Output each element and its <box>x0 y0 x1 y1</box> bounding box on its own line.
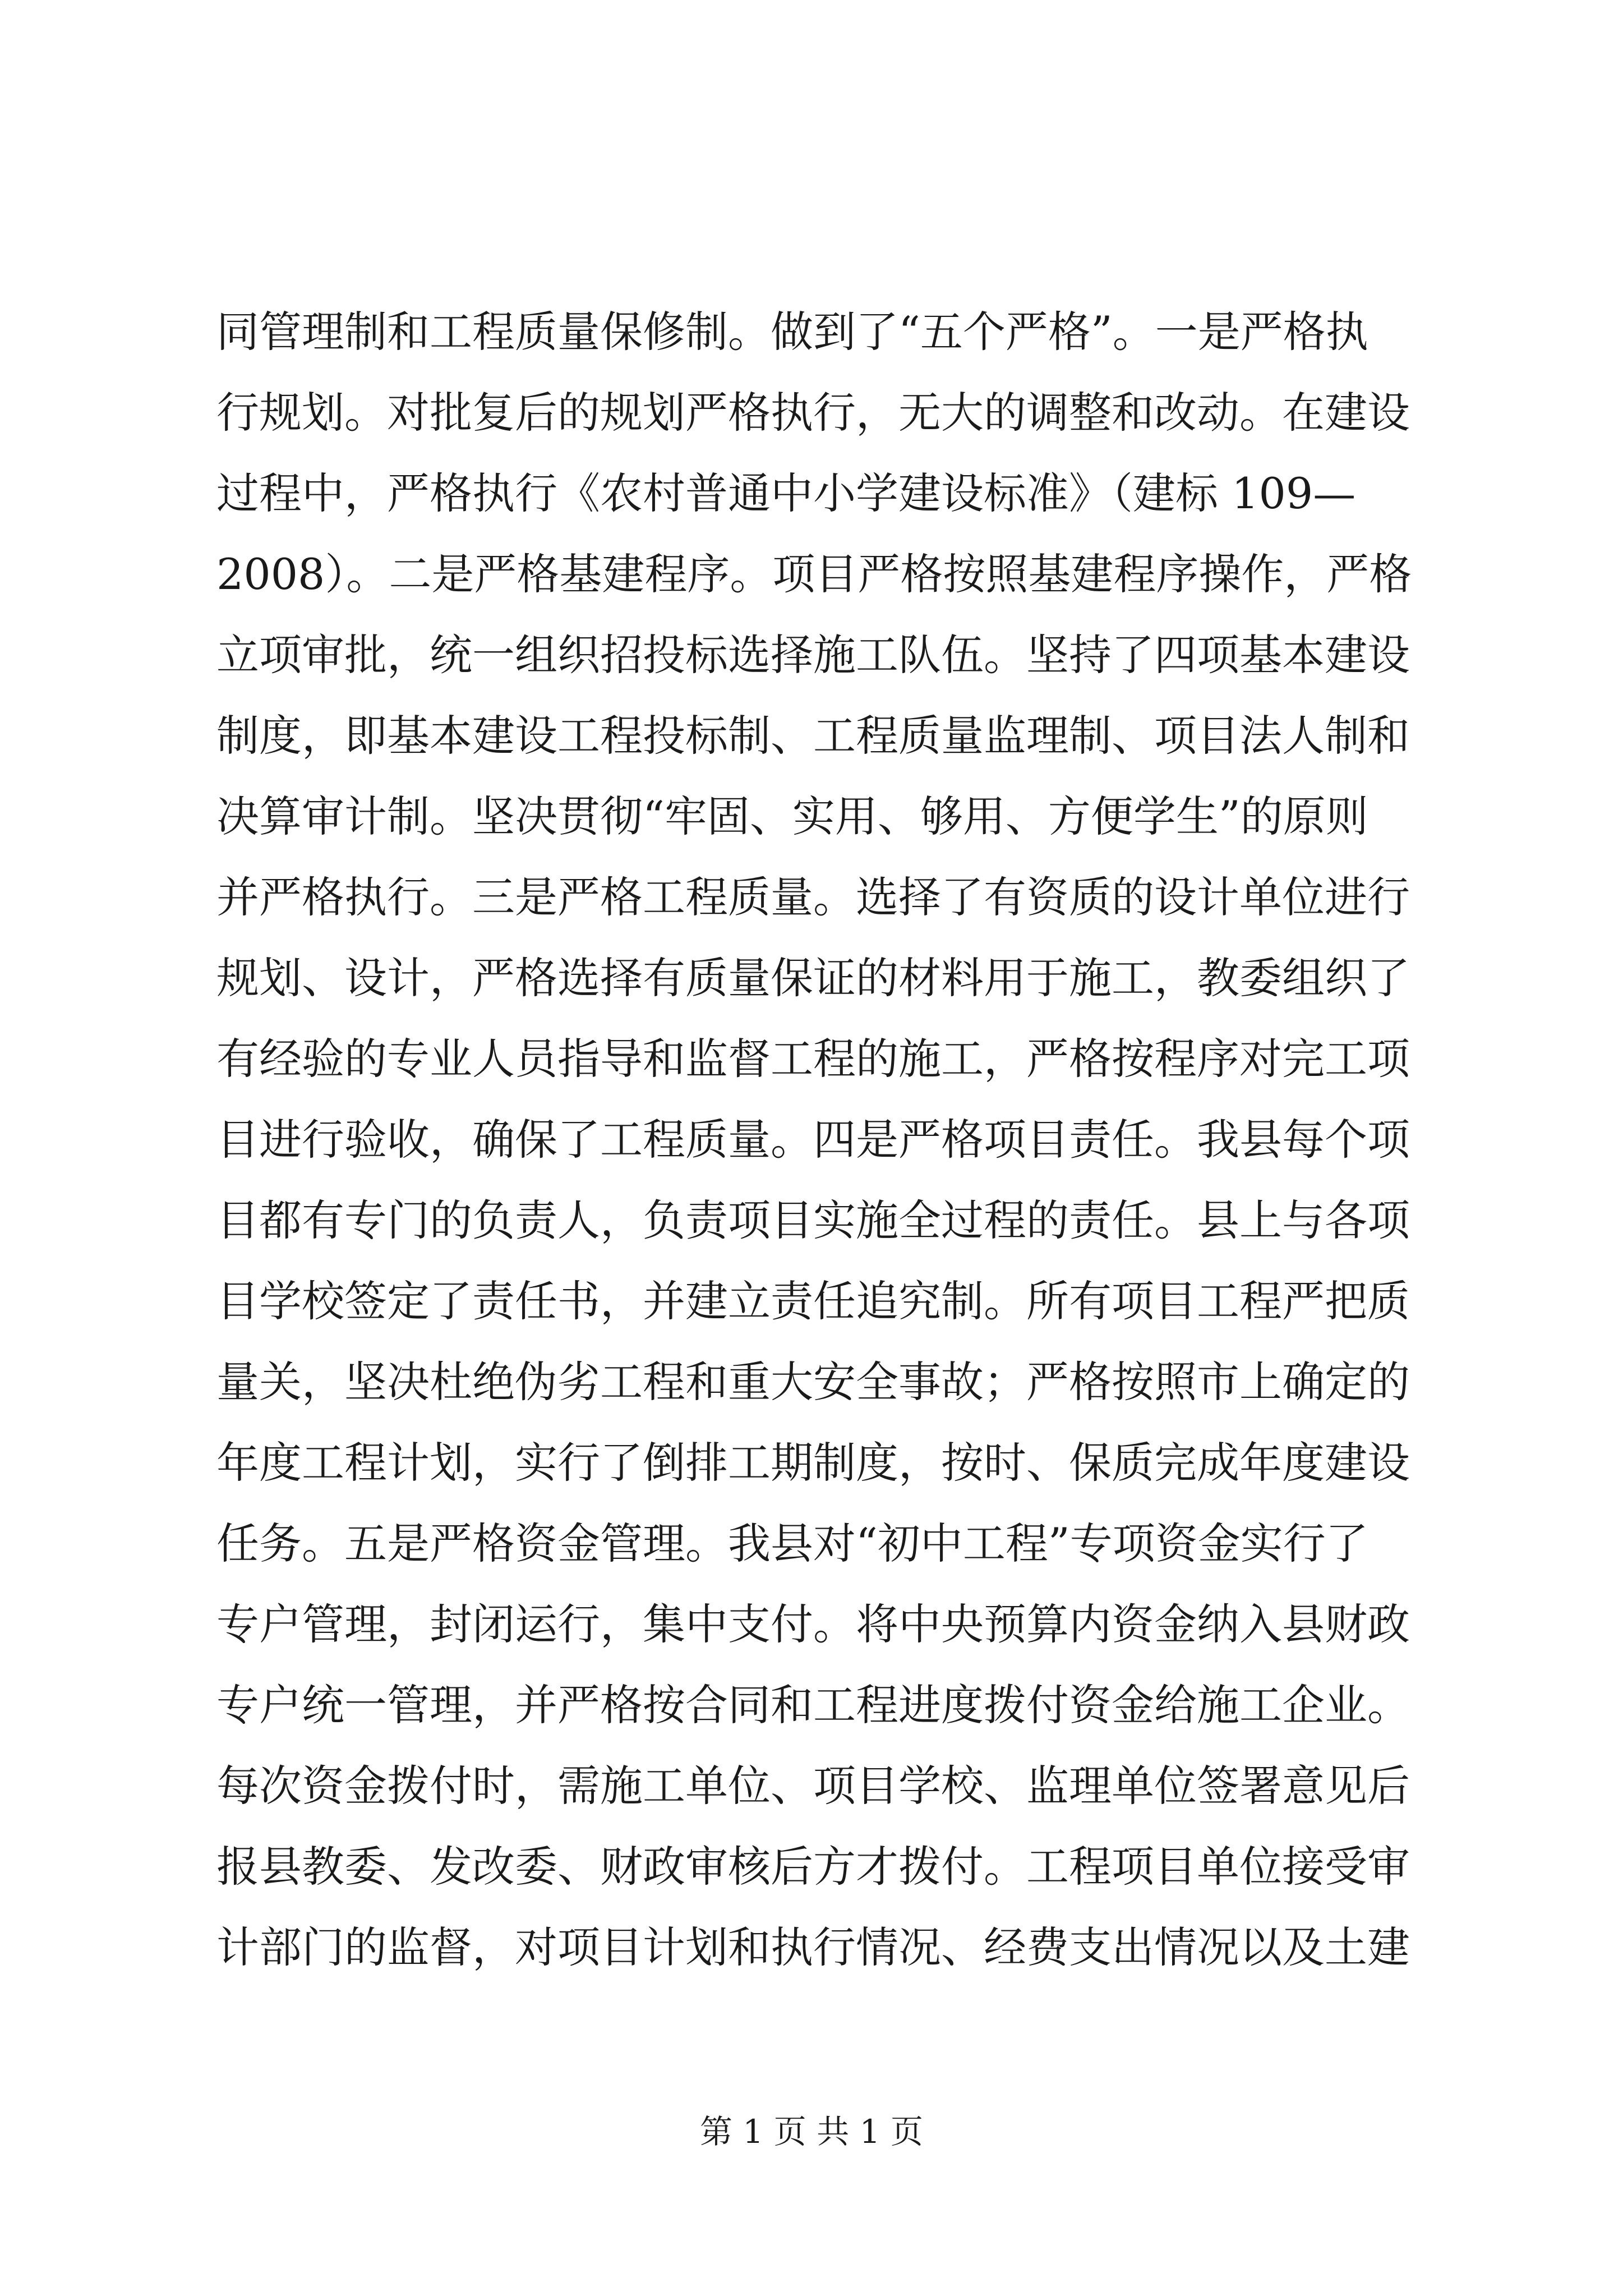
text-line: 过程中，严格执行《农村普通中小学建设标准》（建标 109— <box>216 468 1356 518</box>
text-line: 并严格执行。三是严格工程质量。选择了有资质的设计单位进行 <box>216 872 1410 922</box>
text-line: 规划、设计，严格选择有质量保证的材料用于施工，教委组织了 <box>216 953 1410 1003</box>
text-line: 2008）。二是严格基建程序。项目严格按照基建程序操作，严格 <box>216 549 1412 599</box>
text-line: 有经验的专业人员指导和监督工程的施工，严格按程序对完工项 <box>216 1034 1410 1084</box>
text-line: 任务。五是严格资金管理。我县对“初中工程”专项资金实行了 <box>216 1519 1368 1568</box>
text-line: 目进行验收，确保了工程质量。四是严格项目责任。我县每个项 <box>216 1115 1410 1165</box>
text-line: 同管理制和工程质量保修制。做到了“五个严格”。一是严格执 <box>216 307 1368 357</box>
text-line: 年度工程计划，实行了倒排工期制度，按时、保质完成年度建设 <box>216 1438 1410 1488</box>
text-line: 每次资金拨付时，需施工单位、项目学校、监理单位签署意见后 <box>216 1761 1410 1811</box>
text-line: 立项审批，统一组织招投标选择施工队伍。坚持了四项基本建设 <box>216 630 1410 680</box>
document-body <box>216 292 1467 1988</box>
text-line: 计部门的监督，对项目计划和执行情况、经费支出情况以及土建 <box>216 1922 1410 1972</box>
text-line: 专户管理，封闭运行，集中支付。将中央预算内资金纳入县财政 <box>216 1599 1410 1649</box>
text-line: 专户统一管理，并严格按合同和工程进度拨付资金给施工企业。 <box>216 1680 1410 1730</box>
text-line: 目都有专门的负责人，负责项目实施全过程的责任。县上与各项 <box>216 1195 1410 1245</box>
page-number-footer: 第 1 页 共 1 页 <box>700 2113 923 2151</box>
text-line: 量关，坚决杜绝伪劣工程和重大安全事故；严格按照市上确定的 <box>216 1357 1410 1407</box>
text-line: 目学校签定了责任书，并建立责任追究制。所有项目工程严把质 <box>216 1276 1410 1326</box>
text-line: 行规划。对批复后的规划严格执行，无大的调整和改动。在建设 <box>216 388 1410 438</box>
text-line: 报县教委、发改委、财政审核后方才拨付。工程项目单位接受审 <box>216 1842 1410 1892</box>
text-line: 决算审计制。坚决贯彻“牢固、实用、够用、方便学生”的原则 <box>216 792 1368 841</box>
text-line: 制度，即基本建设工程投标制、工程质量监理制、项目法人制和 <box>216 711 1410 761</box>
